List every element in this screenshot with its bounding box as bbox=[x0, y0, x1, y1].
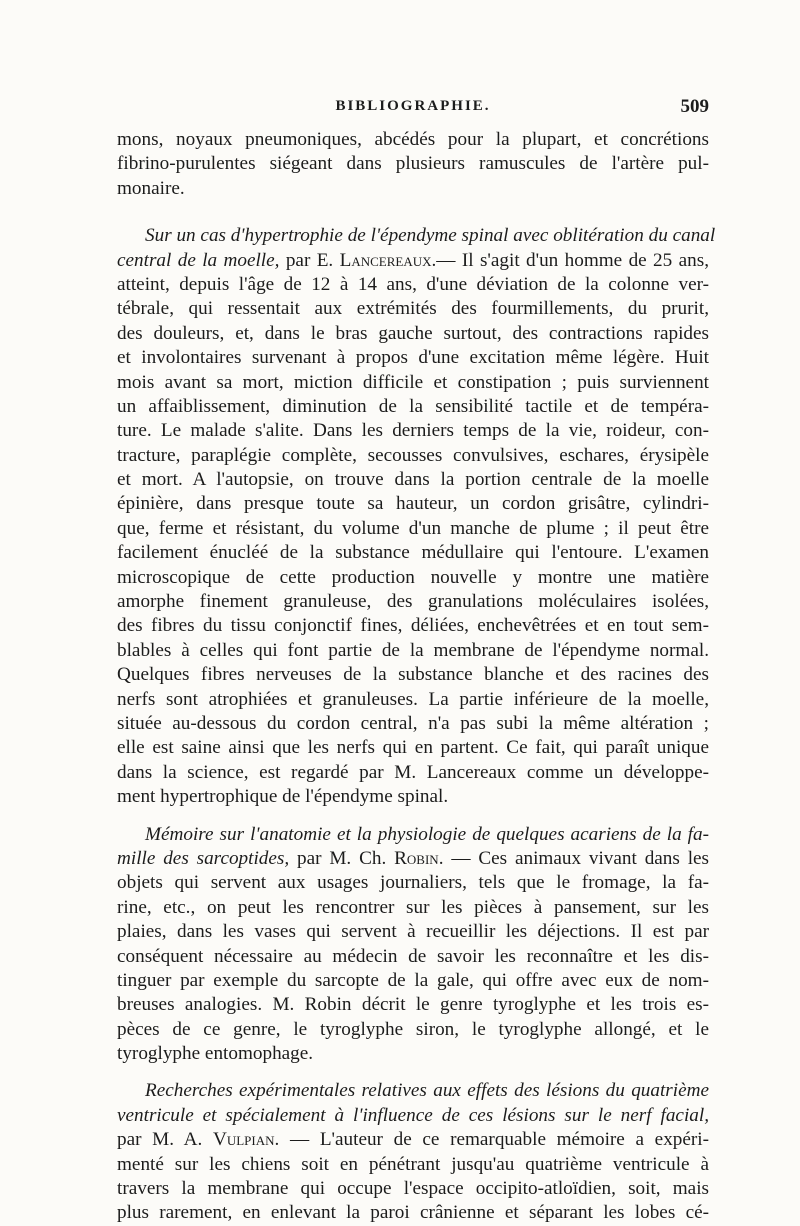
text-line: nerfs sont atrophiées et granuleuses. La partie inférieure de la moelle, bbox=[117, 688, 709, 710]
entry-title-text: Mémoire sur l'anatomie et la physiologie de quelques acariens de la fa- bbox=[145, 823, 709, 845]
entry-title-text: Sur un cas d'hypertrophie de l'épendyme spinal avec oblitération du canal bbox=[145, 225, 716, 247]
entry-title-text: Recherches expérimentales relatives aux effets des lésions du quatrième bbox=[145, 1080, 709, 1102]
text-line: ture. Le malade s'alite. Dans les derniers temps de la vie, roideur, con- bbox=[117, 420, 709, 442]
text-line: tyroglyphe entomophage. bbox=[117, 1043, 314, 1065]
text-line: un affaiblissement, diminution de la sensibilité tactile et de tempéra- bbox=[117, 395, 709, 417]
text-span: . — Ces animaux vivant dans les bbox=[438, 847, 710, 869]
entry-title-text: mille des sarcoptides, bbox=[117, 847, 290, 869]
entry-title-text: central de la moelle, bbox=[117, 249, 280, 271]
entry-title bbox=[117, 224, 716, 248]
entry-title bbox=[117, 1104, 709, 1128]
text-line: des fibres du tissu conjonctif fines, déliées, enchevêtrées et en tout sem- bbox=[117, 615, 709, 637]
text-line: et involontaires survenant à propos d'une excitation même légère. Huit bbox=[117, 347, 709, 369]
text-line bbox=[117, 249, 709, 273]
author-name: Lancereaux bbox=[339, 249, 432, 271]
text-line: dans la science, est regardé par M. Lancereaux comme un développe- bbox=[117, 761, 709, 783]
text-line: travers la membrane qui occupe l'espace occipito-atloïdien, soit, mais bbox=[117, 1178, 709, 1200]
text-line: tébrale, qui ressentait aux extrémités des fourmillements, du prurit, bbox=[117, 298, 709, 320]
entry-lancereaux bbox=[117, 224, 716, 809]
text-line: plus rarement, en enlevant la paroi crânienne et séparant les lobes cé- bbox=[117, 1202, 709, 1224]
text-line: mois avant sa mort, miction difficile et constipation ; puis surviennent bbox=[117, 371, 709, 393]
page-header bbox=[117, 96, 709, 120]
text-span: . — L'auteur de ce remarquable mémoire a expéri- bbox=[274, 1129, 710, 1151]
text-line: rine, etc., on peut les rencontrer sur les pièces à pansement, sur les bbox=[117, 896, 709, 918]
entry-robin bbox=[117, 823, 709, 1067]
text-line bbox=[117, 847, 709, 871]
text-line: blables à celles qui font partie de la membrane de l'épendyme normal. bbox=[117, 639, 709, 661]
text-line: breuses analogies. M. Robin décrit le genre tyroglyphe et les trois es- bbox=[117, 994, 709, 1016]
author-name: Robin bbox=[394, 847, 439, 869]
by-text: par M. Ch. bbox=[289, 847, 395, 869]
text-line: mons, noyaux pneumoniques, abcédés pour la plupart, et concrétions bbox=[117, 129, 709, 150]
text-line: épinière, dans presque toute sa hauteur, un cordon grisâtre, cylindri- bbox=[117, 493, 709, 515]
text-line: Quelques fibres nerveuses de la substance blanche et des racines des bbox=[117, 664, 709, 686]
text-line bbox=[117, 1128, 709, 1152]
author-name: Vulpian bbox=[212, 1129, 275, 1151]
text-line: amorphe finement granuleuse, des granulations moléculaires isolées, bbox=[117, 591, 709, 613]
text-line: monaire. bbox=[117, 177, 185, 199]
text-line: elle est saine ainsi que les nerfs qui en partent. Ce fait, qui paraît unique bbox=[117, 737, 709, 759]
text-line: que, ferme et résistant, du volume d'un manche de plume ; il peut être bbox=[117, 517, 709, 539]
text-line: microscopique de cette production nouvelle y montre une matière bbox=[117, 566, 709, 588]
text-line: située au-dessous du cordon central, n'a pas subi la même altération ; bbox=[117, 712, 709, 734]
by-text: par M. A. bbox=[117, 1129, 213, 1151]
text-line: facilement énucléé de la substance médullaire qui l'entoure. L'examen bbox=[117, 542, 709, 564]
text-line: et mort. A l'autopsie, on trouve dans la portion centrale de la moelle bbox=[117, 469, 709, 491]
entry-title bbox=[117, 823, 709, 847]
text-line: atteint, depuis l'âge de 12 à 14 ans, d'une déviation de la colonne ver- bbox=[117, 273, 709, 295]
entry-vulpian bbox=[117, 1079, 709, 1225]
text-line: conséquent nécessaire au médecin de savoir les reconnaître et les dis- bbox=[117, 945, 709, 967]
text-line: des douleurs, et, dans le bras gauche surtout, des contractions rapides bbox=[117, 322, 709, 344]
text-line: objets qui servent aux usages journaliers, tels que le fromage, la fa- bbox=[117, 872, 709, 894]
text-line: tracture, paraplégie complète, secousses convulsives, eschares, érysipèle bbox=[117, 444, 709, 466]
text-line: ment hypertrophique de l'épendyme spinal. bbox=[117, 786, 449, 808]
by-text: par E. bbox=[279, 249, 340, 271]
text-line: tinguer par exemple du sarcopte de la gale, qui offre avec eux de nom- bbox=[117, 969, 709, 991]
page-body bbox=[117, 128, 716, 1226]
text-line: pèces de ce genre, le tyroglyphe siron, le tyroglyphe allongé, et le bbox=[117, 1018, 709, 1040]
text-span: .— Il s'agit d'un homme de 25 ans, bbox=[431, 249, 709, 271]
text-line: plaies, dans les vases qui servent à recueillir les déjections. Il est par bbox=[117, 921, 709, 943]
paragraph-continuation bbox=[117, 128, 709, 201]
text-line: fibrino-purulentes siégeant dans plusieurs ramuscules de l'artère pul- bbox=[117, 153, 709, 175]
running-title: BIBLIOGRAPHIE. bbox=[335, 98, 491, 114]
entry-title-text: ventricule et spécialement à l'influence de ces lésions sur le nerf facial, bbox=[117, 1104, 709, 1126]
text-line: menté sur les chiens soit en pénétrant jusqu'au quatrième ventricule à bbox=[117, 1153, 709, 1175]
page-number: 509 bbox=[680, 96, 709, 117]
entry-title bbox=[117, 1079, 709, 1103]
